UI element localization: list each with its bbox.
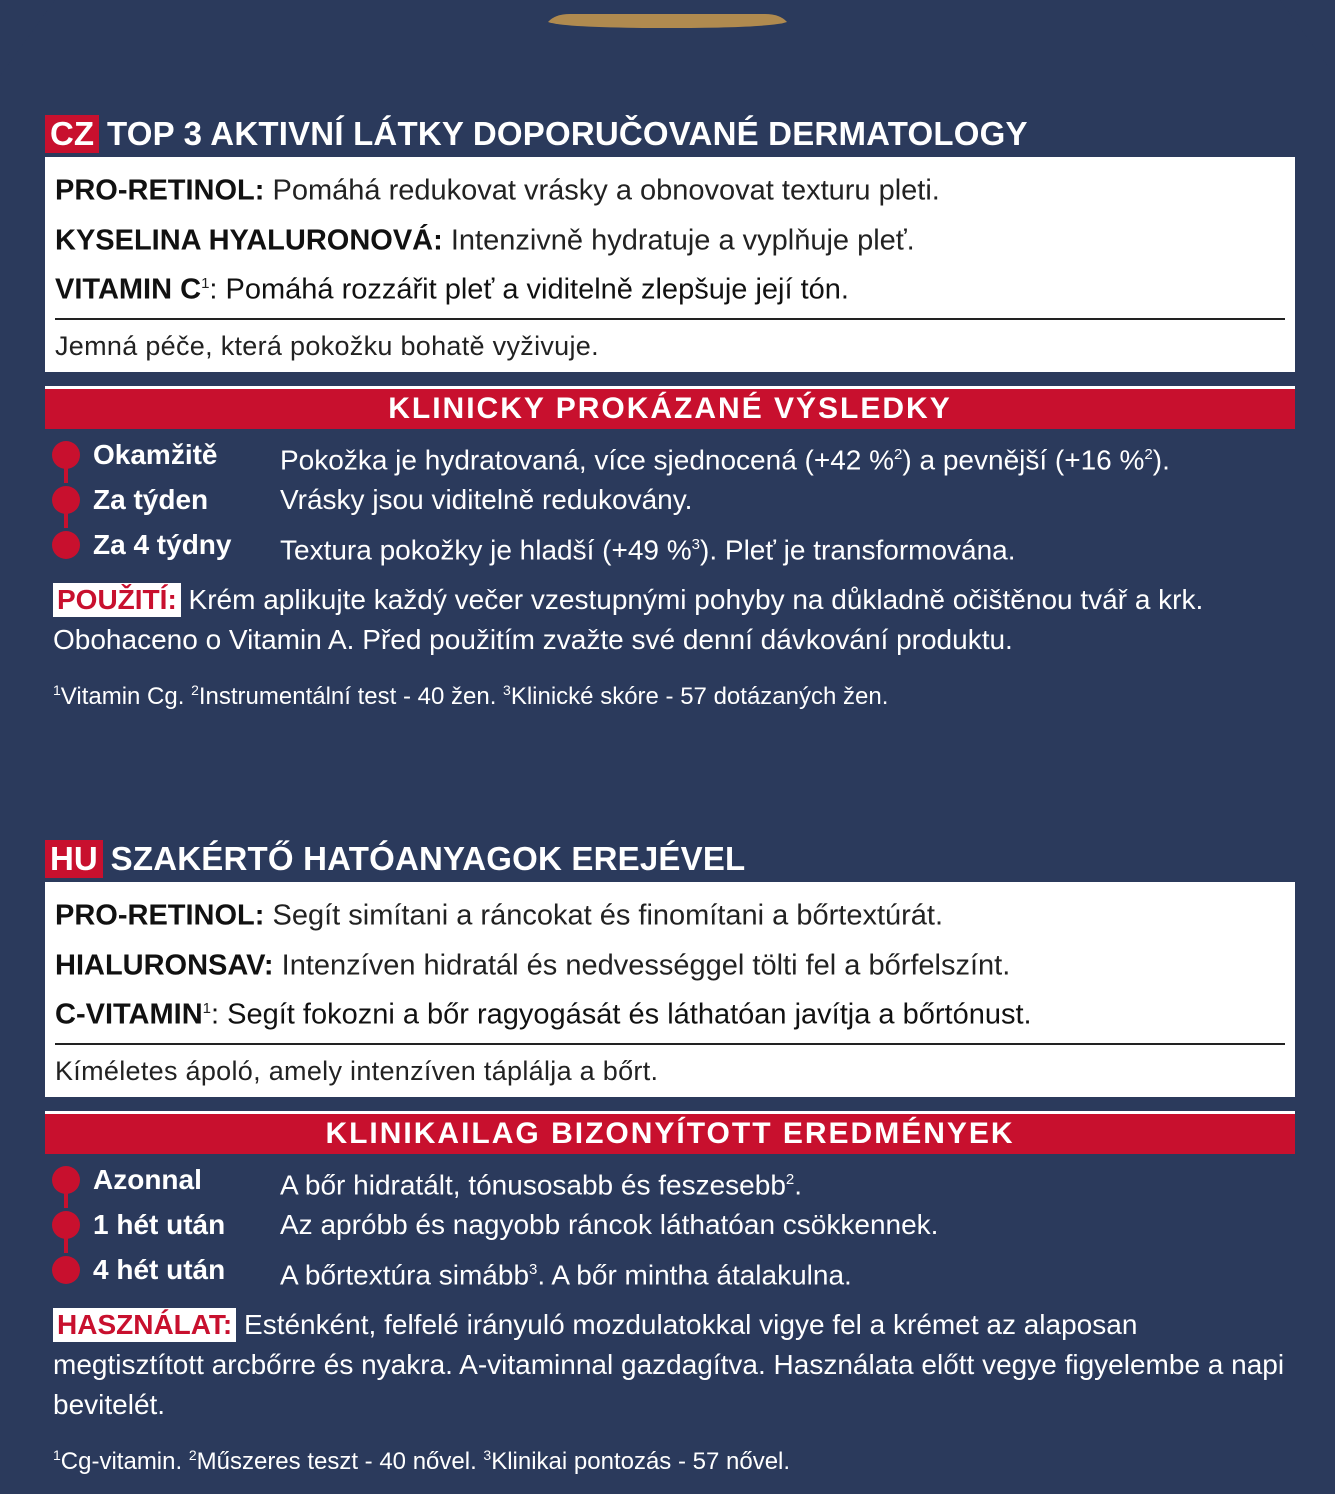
footnote-text: Instrumentální test - 40 žen. — [198, 682, 504, 710]
section-cz — [45, 115, 1295, 713]
hanger-knob-icon — [548, 14, 787, 28]
result-sup: 3 — [529, 1260, 538, 1278]
footnote-sup: 2 — [191, 681, 199, 698]
cz-care-text: Jemná péče, která pokožku bohatě vyživuje. — [55, 330, 599, 361]
bullet-dot-icon — [52, 531, 80, 559]
result-text-part: ). Pleť je transformována. — [700, 534, 1016, 566]
lang-tag-hu: HU — [45, 840, 103, 878]
hu-results-list — [45, 1160, 1295, 1295]
result-text-part: . — [794, 1169, 803, 1201]
section-hu — [45, 840, 1295, 1478]
hu-heading — [45, 840, 1295, 882]
footnote-text: Műszeres teszt - 40 nővel. — [196, 1447, 484, 1475]
cz-ingredient-sup: 1 — [201, 275, 210, 293]
cz-footnotes — [45, 674, 1295, 713]
hu-usage — [45, 1305, 1295, 1425]
footnote-text: Klinikai pontozás - 57 nővel. — [491, 1447, 791, 1475]
result-label: 1 hét után — [93, 1208, 226, 1240]
result-text-part: . A bőr mintha átalakulna. — [537, 1259, 852, 1291]
result-text — [280, 525, 1016, 570]
footnote-sup: 2 — [188, 1446, 197, 1463]
result-text-part: Pokožka je hydratovaná, více sjednocená (+42 % — [280, 444, 895, 476]
result-text-part: Az apróbb és nagyobb ráncok láthatóan csökkennek. — [280, 1208, 939, 1240]
cz-results-title: KLINICKY PROKÁZANÉ VÝSLEDKY — [45, 386, 1295, 429]
hu-ingredient-sup: 1 — [202, 1000, 212, 1018]
result-label: Za 4 týdny — [93, 528, 232, 560]
cz-ingredient-name: PRO-RETINOL: — [55, 174, 265, 207]
hu-results-title: KLINIKAILAG BIZONYÍTOTT EREDMÉNYEK — [45, 1111, 1295, 1154]
cz-ingredient-text: Pomáhá redukovat vrásky a obnovovat texturu pleti. — [264, 174, 940, 207]
hu-ingredient-name: HIALURONSAV: — [55, 949, 274, 982]
hu-ingredient-text: Segít simítani a ráncokat és finomítani a bőrtextúrát. — [264, 899, 944, 932]
hu-ingredient-text: Intenzíven hidratál és nedvességgel tölti fel a bőrfelszínt. — [273, 949, 1011, 982]
cz-ingredient-text: Intenzivně hydratuje a vyplňuje pleť. — [442, 224, 915, 257]
package-top-flap — [0, 0, 1335, 76]
result-text-part: Textura pokožky je hladší (+49 % — [280, 534, 692, 566]
cz-ingredient-name: VITAMIN C — [55, 273, 202, 306]
hu-ingredient-text: : Segít fokozni a bőr ragyogását és láthatóan javítja a bőrtónust. — [211, 998, 1032, 1031]
flap-shape — [0, 0, 1335, 76]
cz-ingredients-box — [45, 157, 1295, 372]
result-label: Azonnal — [93, 1163, 202, 1195]
cz-ingredient-name: KYSELINA HYALURONOVÁ: — [55, 224, 443, 257]
cz-ingredient — [55, 163, 1285, 213]
list-item — [45, 1205, 1295, 1250]
cz-ingredient-text: : Pomáhá rozzářit pleť a viditelně zlepšuje její tón. — [209, 273, 849, 306]
result-label: 4 hét után — [93, 1253, 226, 1285]
cz-usage-label: POUŽITÍ: — [53, 583, 181, 617]
result-text-part: Vrásky jsou viditelně redukovány. — [280, 483, 693, 515]
cz-usage-text: Krém aplikujte každý večer vzestupnými pohyby na důkladně očištěnou tvář a krk. Obohaceno o Vitamin A. Před použitím zvažte své denní dávkování produktu. — [53, 583, 1204, 655]
result-text — [280, 435, 1170, 480]
list-item — [45, 480, 1295, 525]
result-text-part: ) a pevnější (+16 % — [902, 444, 1145, 476]
result-text-part: A bőr hidratált, tónusosabb és feszesebb — [280, 1169, 786, 1201]
result-sup: 2 — [894, 445, 903, 463]
footnote-text: Vitamin Cg. — [60, 682, 192, 710]
result-label: Za týden — [93, 483, 209, 515]
cz-heading — [45, 115, 1295, 157]
hu-usage-text: Esténként, felfelé irányuló mozdulatokkal vigye fel a krémet az alaposan megtisztított arcbőrre és nyakra. A-vitaminnal gazdagítva. Használata előtt vegye figyelembe a napi bevitelét. — [53, 1308, 1285, 1420]
result-sup: 2 — [785, 1170, 795, 1188]
footnote-sup: 1 — [53, 1446, 61, 1463]
result-text — [280, 480, 692, 520]
hu-ingredient — [55, 888, 1285, 938]
cz-ingredient — [55, 262, 1285, 312]
result-text — [280, 1205, 938, 1245]
footnote-text: Klinické skóre - 57 dotázaných žen. — [510, 682, 889, 710]
hu-footnotes — [45, 1439, 1295, 1478]
result-sup: 3 — [691, 535, 701, 553]
hu-ingredient — [55, 987, 1285, 1037]
hu-title: SZAKÉRTŐ HATÓANYAGOK EREJÉVEL — [110, 840, 746, 877]
hu-ingredients-box — [45, 882, 1295, 1097]
list-item — [45, 525, 1295, 570]
result-text-part: ). — [1152, 444, 1170, 476]
footnote-text: Cg-vitamin. — [60, 1447, 189, 1475]
result-text-part: A bőrtextúra simább — [280, 1259, 530, 1291]
result-text — [280, 1160, 802, 1205]
list-item — [45, 1250, 1295, 1295]
footnote-sup: 1 — [53, 681, 61, 698]
hu-ingredient-name: PRO-RETINOL: — [55, 899, 265, 932]
hu-ingredient-name: C-VITAMIN — [55, 998, 203, 1031]
result-text — [280, 1250, 852, 1295]
divider — [55, 318, 1285, 320]
footnote-sup: 3 — [483, 1446, 492, 1463]
hu-ingredient — [55, 938, 1285, 988]
cz-ingredient — [55, 213, 1285, 263]
bullet-dot-icon — [52, 1256, 80, 1284]
hu-care-text: Kíméletes ápoló, amely intenzíven táplálja a bőrt. — [55, 1055, 659, 1086]
divider — [55, 1043, 1285, 1045]
lang-tag-cz: CZ — [45, 115, 99, 153]
list-item — [45, 1160, 1295, 1205]
cz-usage — [45, 580, 1295, 660]
cz-results-list — [45, 435, 1295, 570]
result-label: Okamžitě — [93, 438, 218, 470]
footnote-sup: 3 — [503, 681, 511, 698]
cz-title: TOP 3 AKTIVNÍ LÁTKY DOPORUČOVANÉ DERMATOLOGY — [107, 115, 1028, 152]
hu-usage-label: HASZNÁLAT: — [53, 1308, 236, 1342]
result-sup: 2 — [1144, 445, 1153, 463]
list-item — [45, 435, 1295, 480]
